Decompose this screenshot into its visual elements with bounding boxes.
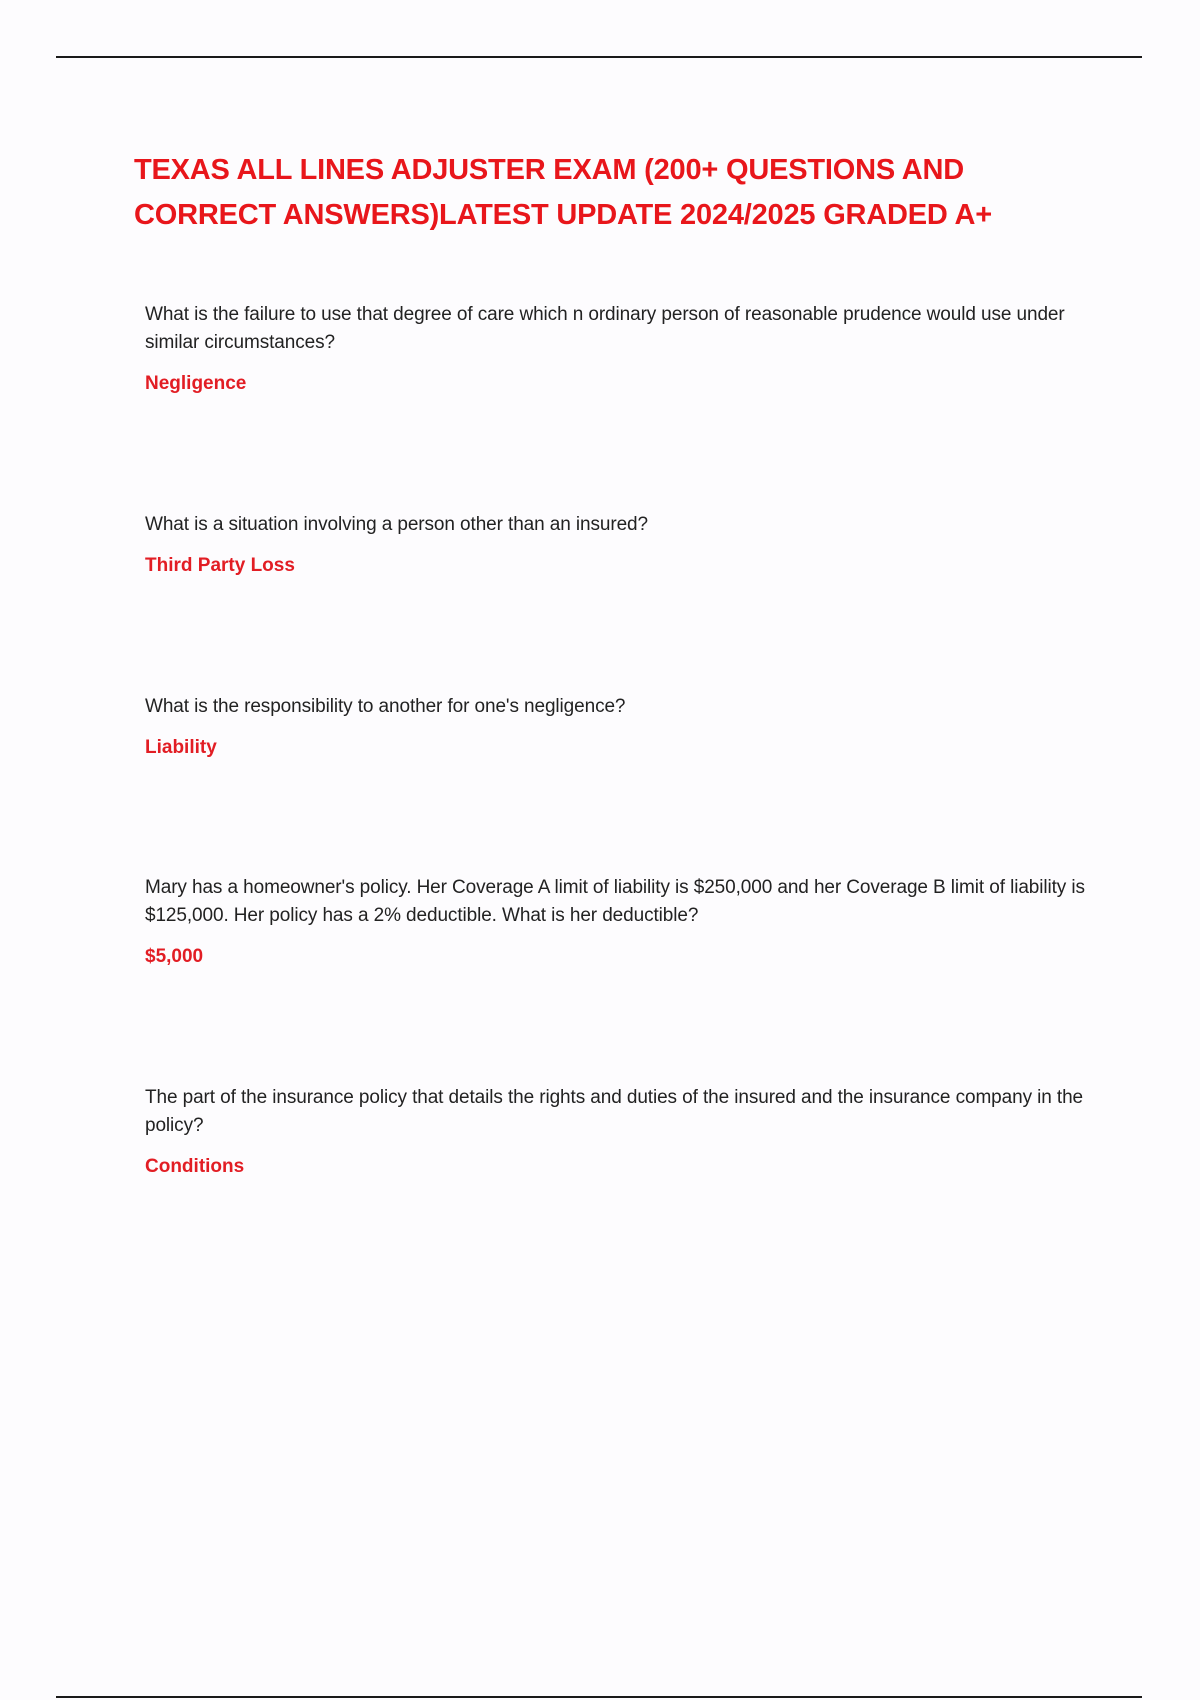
question-text: What is a situation involving a person other than an insured? bbox=[145, 514, 648, 535]
qa-item bbox=[145, 874, 1095, 970]
qa-item bbox=[145, 301, 1095, 397]
question-text: What is the responsibility to another for one's negligence? bbox=[145, 696, 626, 717]
qa-item bbox=[145, 1084, 1095, 1180]
answer-text: Liability bbox=[145, 737, 217, 758]
answer-text: Conditions bbox=[145, 1156, 245, 1177]
question-text: What is the failure to use that degree of care which n ordinary person of reasonable prudence would use under similar circumstances? bbox=[145, 304, 1065, 353]
qa-item bbox=[145, 511, 1095, 579]
question-text: The part of the insurance policy that details the rights and duties of the insured and the insurance company in the policy? bbox=[145, 1087, 1084, 1136]
bottom-divider bbox=[56, 1696, 1142, 1698]
qa-item bbox=[145, 693, 1095, 761]
question-text: Mary has a homeowner's policy. Her Coverage A limit of liability is $250,000 and her Coverage B limit of liability is $125,000. Her policy has a 2% deductible. What is her deductible? bbox=[145, 877, 1085, 926]
answer-text: $5,000 bbox=[145, 946, 204, 967]
answer-text: Third Party Loss bbox=[145, 555, 295, 576]
top-divider bbox=[56, 56, 1142, 58]
answer-text: Negligence bbox=[145, 373, 247, 394]
document-title: TEXAS ALL LINES ADJUSTER EXAM (200+ QUESTIONS AND CORRECT ANSWERS)LATEST UPDATE 2024/2025 GRADED A+ bbox=[134, 154, 992, 231]
